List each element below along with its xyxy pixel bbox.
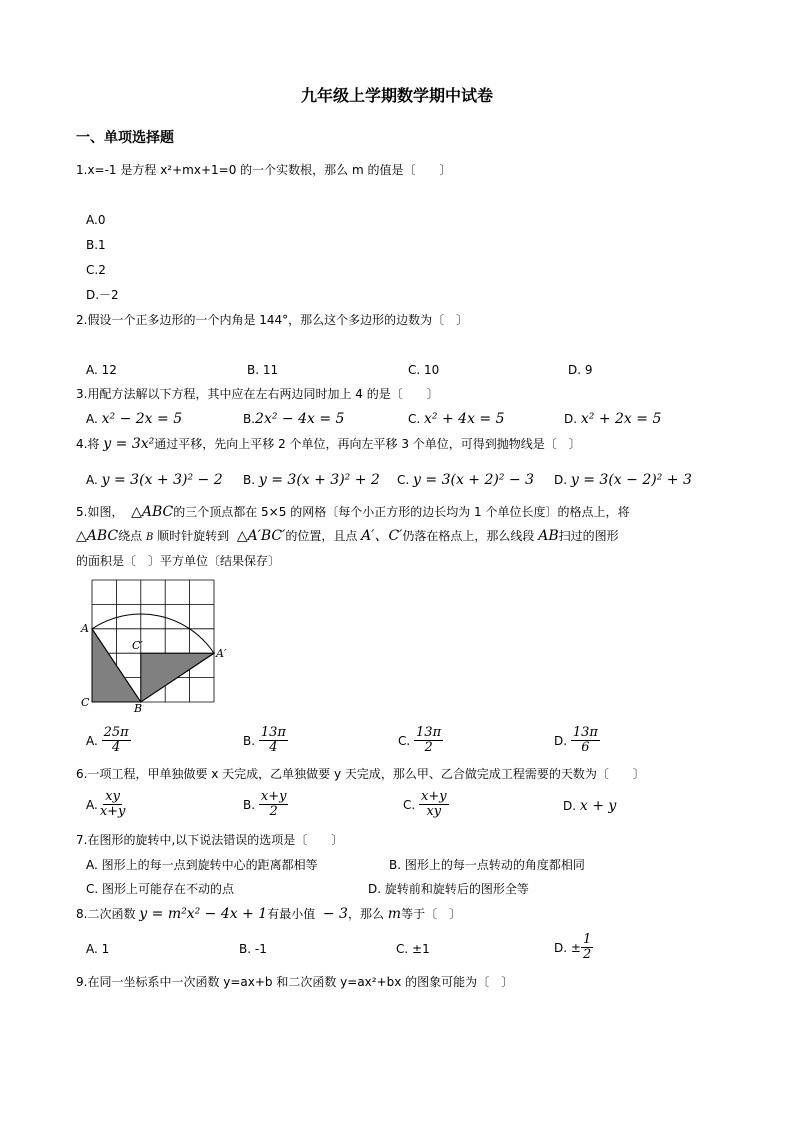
q5-d-label: D. (554, 733, 568, 748)
page-title: 九年级上学期数学期中试卷 (300, 86, 493, 105)
q3-option-d[interactable] (564, 411, 661, 427)
q6-b-den: 2 (269, 804, 278, 819)
q5-l2-expr2: △A′BC′ (236, 528, 286, 544)
q1-option-c[interactable]: C.2 (86, 263, 106, 277)
question-4-stem (76, 436, 581, 452)
q5-l2-a: 绕点 (118, 529, 143, 543)
section-heading: 一、单项选择题 (76, 130, 174, 146)
q5-option-d[interactable] (554, 726, 600, 755)
q8-stem-c: ，那么 (347, 907, 384, 921)
q1-option-b[interactable]: B.1 (86, 238, 106, 252)
question-7-stem: 7.在图形的旋转中,以下说法错误的选项是〔 〕 (76, 833, 344, 847)
question-8-stem (76, 906, 461, 922)
q3-option-b[interactable] (243, 411, 344, 427)
q7-option-b[interactable]: B. 图形上的每一点转动的角度都相同 (389, 858, 585, 872)
question-2-stem: 2.假设一个正多边形的一个内角是 144°，那么这个多边形的边数为〔 〕 (76, 313, 469, 327)
q5-l2-c: 顺时针旋转到 (157, 529, 230, 543)
q5-l1-b: 的三个顶点都在 5×5 的网格〔每个小正方形的边长均为 1 个单位长度〕的格点上，将 (173, 505, 630, 519)
q8-option-c[interactable]: C. ±1 (396, 942, 430, 956)
q8-option-b[interactable]: B. -1 (239, 942, 267, 956)
q4-b-label: B. (243, 473, 256, 487)
q3-c-label: C. (408, 412, 421, 426)
q3-a-expr: x² − 2x = 5 (101, 411, 183, 427)
q4-c-label: C. (397, 473, 410, 487)
q3-c-expr: x² + 4x = 5 (424, 411, 505, 427)
q6-c-den: xy (426, 804, 442, 819)
q6-a-fraction (98, 790, 128, 819)
q5-grid-figure (78, 578, 228, 714)
q5-c-den: 2 (424, 740, 433, 755)
q1-option-d[interactable]: D.－2 (86, 288, 119, 302)
q3-a-label: A. (86, 412, 98, 426)
q8-stem-d: 等于〔 〕 (401, 907, 462, 921)
q7-option-c[interactable]: C. 图形上可能存在不动的点 (86, 882, 235, 896)
q8-stem-a: 8.二次函数 (76, 907, 136, 921)
q6-option-a[interactable] (86, 790, 127, 819)
q4-stem-a: 4.将 (76, 437, 100, 451)
q5-b-label: B. (243, 733, 256, 748)
q5-a-label: A. (86, 733, 98, 748)
q5-l2-d: 的位置，且点 (285, 529, 358, 543)
q5-l2-f: 扫过的图形 (558, 529, 619, 543)
question-5-line-1 (76, 504, 629, 520)
q5-option-c[interactable] (398, 726, 443, 755)
question-3-stem: 3.用配方法解以下方程，其中应在左右两边同时加上 4 的是〔 〕 (76, 387, 439, 401)
q5-option-a[interactable] (86, 726, 131, 755)
q5-l2-expr3: A′、C′ (361, 528, 403, 544)
label-c: C (81, 696, 90, 709)
q5-l2-expr4: AB (538, 528, 559, 544)
q6-a-num: xy (105, 789, 120, 804)
q7-option-d[interactable]: D. 旋转前和旋转后的图形全等 (368, 882, 529, 896)
q5-a-num: 25π (103, 725, 129, 740)
q5-a-fraction (102, 726, 131, 755)
q8-option-d[interactable] (554, 933, 593, 962)
q2-option-a[interactable]: A. 12 (86, 363, 117, 377)
q6-option-d[interactable] (563, 798, 616, 814)
q1-option-a[interactable]: A.0 (86, 213, 106, 227)
label-c-prime: C′ (132, 639, 143, 652)
q5-b-fraction (259, 726, 288, 755)
q5-l2-point: B (145, 532, 154, 543)
q8-option-a[interactable]: A. 1 (86, 942, 110, 956)
q4-option-c[interactable] (397, 472, 534, 488)
q5-d-fraction (571, 726, 600, 755)
q7-option-a[interactable]: A. 图形上的每一点到旋转中心的距离都相等 (86, 858, 318, 872)
q6-d-label: D. (563, 799, 577, 813)
q6-a-label: A. (86, 797, 98, 812)
q4-a-label: A. (86, 473, 98, 487)
q8-stem-expr3: m (387, 906, 402, 922)
question-5-line-2 (76, 528, 619, 546)
q2-option-b[interactable]: B. 11 (247, 363, 279, 377)
label-a: A (81, 622, 89, 635)
q8-stem-expr: y = m²x² − 4x + 1 (139, 906, 268, 922)
q8-d-label: D. ± (554, 940, 581, 955)
q2-option-c[interactable]: C. 10 (408, 363, 440, 377)
q3-b-expr: 2x² − 4x = 5 (255, 411, 345, 427)
q4-stem-b: 通过平移，先向上平移 2 个单位，再向左平移 3 个单位，可得到抛物线是〔 〕 (154, 437, 581, 451)
q5-b-num: 13π (260, 725, 286, 740)
question-1-stem: 1.x=-1 是方程 x²+mx+1=0 的一个实数根，那么 m 的值是〔 〕 (76, 163, 452, 177)
q3-b-label: B. (243, 412, 256, 426)
question-5-line-3: 的面积是〔 〕平方单位〔结果保存〕 (76, 554, 281, 568)
q8-d-num: 1 (582, 932, 592, 947)
q6-c-fraction (419, 790, 449, 819)
rotation-arc (92, 614, 214, 653)
q5-d-num: 13π (572, 725, 598, 740)
q6-c-label: C. (403, 797, 416, 812)
q8-stem-b: 有最小值 (267, 907, 316, 921)
q3-option-a[interactable] (86, 411, 182, 427)
q3-d-expr: x² + 2x = 5 (580, 411, 662, 427)
q6-b-label: B. (243, 797, 256, 812)
q5-l1-a: 5.如图， (76, 505, 124, 519)
q5-a-den: 4 (112, 740, 121, 755)
q8-d-den: 2 (582, 947, 592, 962)
q5-option-b[interactable] (243, 726, 288, 755)
q4-d-expr: y = 3(x − 2)² + 3 (570, 472, 692, 488)
q3-option-c[interactable] (408, 411, 505, 427)
q5-l1-expr: △ABC (131, 504, 174, 520)
label-a-prime: A′ (216, 647, 227, 660)
q4-a-expr: y = 3(x + 3)² − 2 (101, 472, 223, 488)
q5-c-fraction (414, 726, 443, 755)
q4-d-label: D. (554, 473, 568, 487)
q4-c-expr: y = 3(x + 2)² − 3 (413, 472, 534, 488)
q5-b-den: 4 (269, 740, 278, 755)
q5-c-num: 13π (416, 725, 442, 740)
q6-c-num: x+y (421, 789, 447, 804)
q6-option-c[interactable] (403, 790, 449, 819)
q4-b-expr: y = 3(x + 3)² + 2 (258, 472, 380, 488)
label-b: B (134, 702, 143, 714)
q6-option-b[interactable] (243, 790, 288, 819)
q5-l2-expr1: △ABC (76, 528, 119, 544)
q3-d-label: D. (564, 412, 578, 426)
q8-d-fraction (581, 933, 593, 962)
q6-d-expr: x + y (579, 798, 617, 814)
q4-option-b[interactable] (243, 472, 380, 488)
q4-option-d[interactable] (554, 472, 692, 488)
q4-option-a[interactable] (86, 472, 223, 488)
question-9-stem: 9.在同一坐标系中一次函数 y=ax+b 和二次函数 y=ax²+bx 的图象可能为〔 〕 (76, 975, 514, 989)
q8-stem-expr2: − 3 (322, 906, 348, 922)
q6-b-fraction (259, 790, 289, 819)
q5-d-den: 6 (581, 740, 590, 755)
q2-option-d[interactable]: D. 9 (568, 363, 593, 377)
q5-l2-e: 仍落在格点上，那么线段 (402, 529, 535, 543)
q5-c-label: C. (398, 733, 411, 748)
q6-b-num: x+y (260, 789, 287, 804)
question-6-stem: 6.一项工程，甲单独做要 x 天完成，乙单独做要 y 天完成，那么甲、乙合做完成工程需要的天数为〔 〕 (76, 767, 645, 781)
q4-stem-expr: y = 3x² (103, 436, 155, 452)
q6-a-den: x+y (99, 804, 126, 819)
